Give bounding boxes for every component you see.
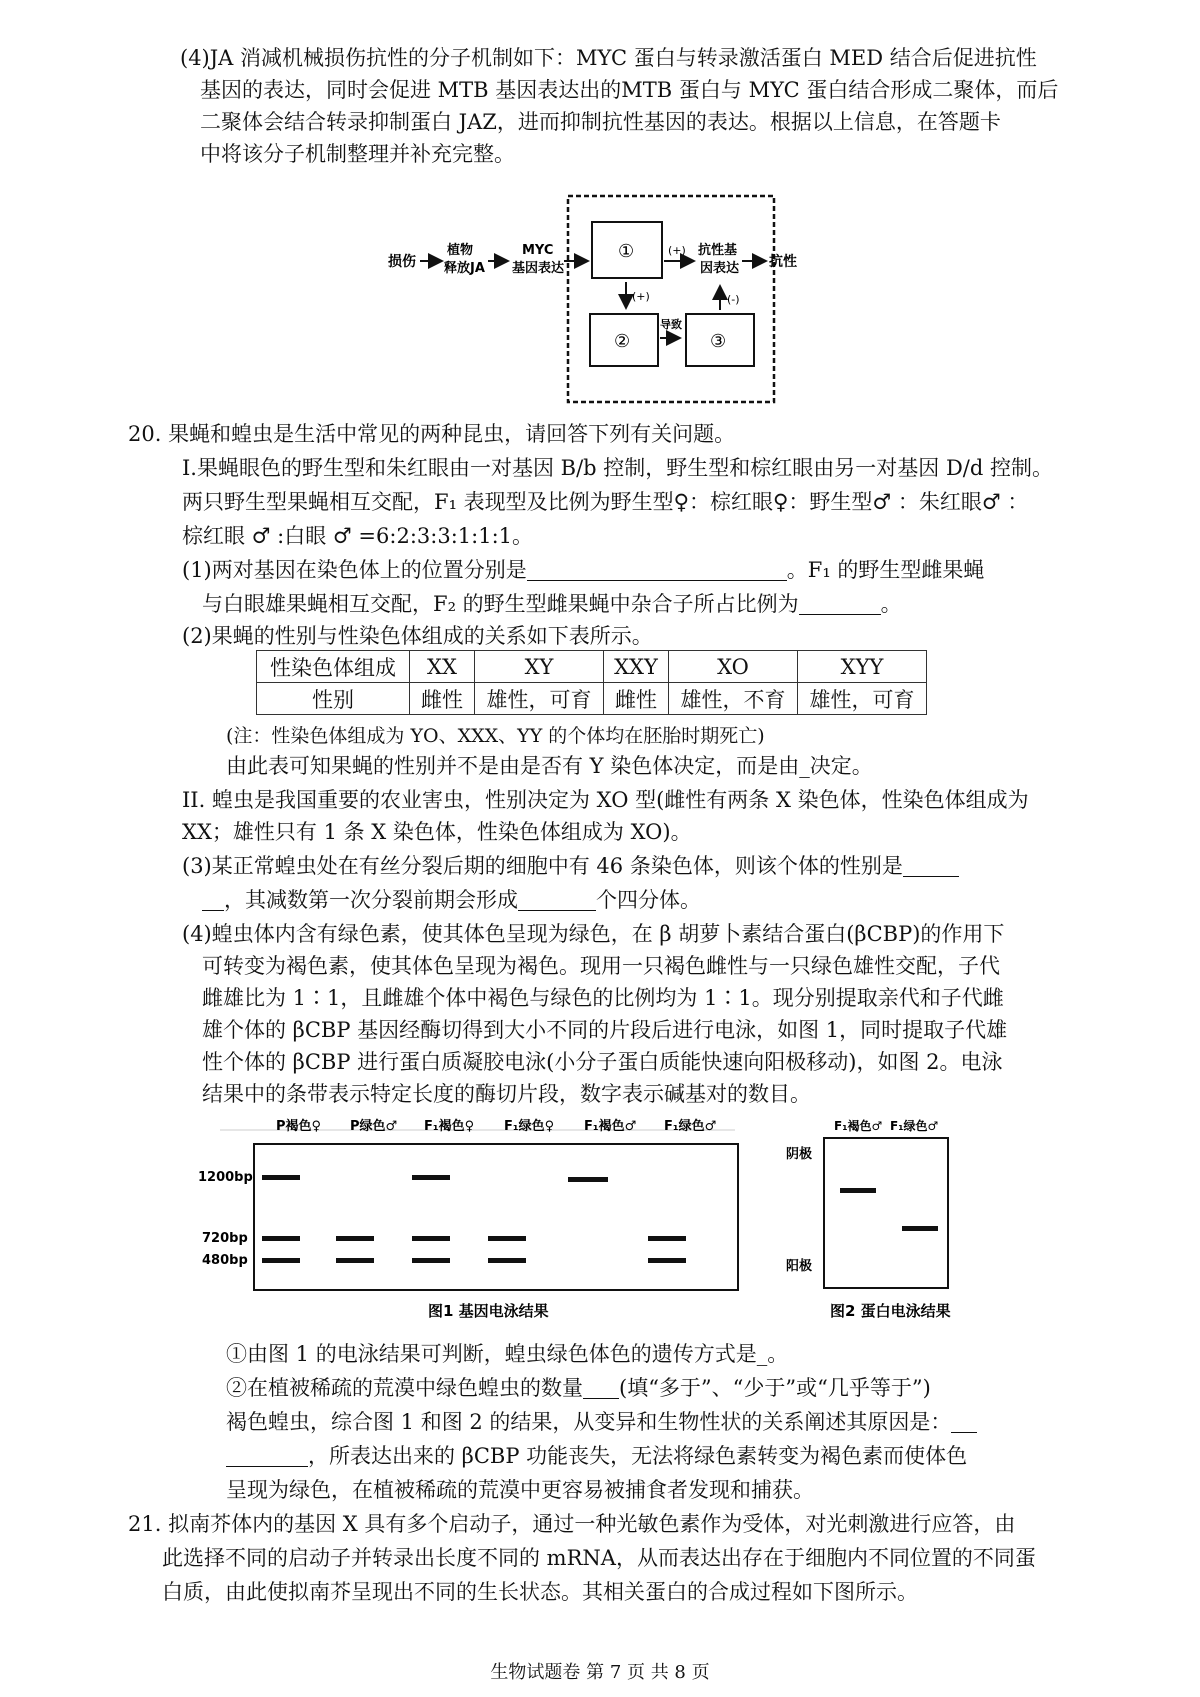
minus-label: (-) xyxy=(727,293,740,306)
q20-1-line-1 xyxy=(182,556,984,584)
table-cell: XX xyxy=(410,651,475,683)
fig1-lane-label: F₁绿色♀ xyxy=(504,1119,555,1134)
table-row xyxy=(257,683,927,715)
plus-label-1: (+) xyxy=(668,244,686,257)
table-cell: 雄性，可育 xyxy=(475,683,604,715)
plant-label-2: 释放JA xyxy=(444,261,485,276)
fig1-lane-label: P褐色♀ xyxy=(276,1119,322,1134)
box-1-label: ① xyxy=(618,241,635,262)
fig2-lane-label: F₁褐色♂ xyxy=(834,1119,883,1133)
fig1-caption: 图1 基因电泳结果 xyxy=(428,1302,549,1320)
band xyxy=(412,1236,450,1241)
table-cell: XO xyxy=(669,651,798,683)
leads-to-label: 导致 xyxy=(660,318,682,331)
box-2-label: ② xyxy=(614,331,631,352)
answer-blank-1[interactable] xyxy=(527,558,787,581)
band xyxy=(336,1236,374,1241)
dashed-frame xyxy=(568,196,774,402)
q20-3-line-1-text: (3)某正常蝗虫处在有丝分裂后期的细胞中有 46 条染色体，则该个体的性别是 xyxy=(182,854,903,878)
q20-4-line-4: 雄个体的 βCBP 基因经酶切得到大小不同的片段后进行电泳，如图 1，同时提取子代雄 xyxy=(202,1018,1008,1042)
fig2-caption: 图2 蛋白电泳结果 xyxy=(830,1302,951,1320)
table-cell: 性染色体组成 xyxy=(257,651,410,683)
table-cell: XY xyxy=(475,651,604,683)
q20-3-line-1 xyxy=(182,852,959,880)
q20-2-line: (2)果蝇的性别与性染色体组成的关系如下表所示。 xyxy=(182,624,653,648)
q20-1-line-1b: 。F₁ 的野生型雌果蝇 xyxy=(786,558,985,582)
table-cell: 雄性，可育 xyxy=(798,683,927,715)
band xyxy=(840,1188,876,1193)
band xyxy=(412,1258,450,1263)
fig1-size-label: 720bp xyxy=(202,1231,248,1246)
resistance-label: 抗性 xyxy=(769,254,797,270)
box-3-label: ③ xyxy=(710,331,727,352)
cathode-label: 阴极 xyxy=(786,1147,813,1162)
q20-1-line-2a: 与白眼雄果蝇相互交配，F₂ 的野生型雌果蝇中杂合子所占比例为 xyxy=(202,592,799,616)
q20-4-2-line-4: 呈现为绿色，在植被稀疏的荒漠中更容易被捕食者发现和捕获。 xyxy=(226,1478,814,1502)
band xyxy=(648,1258,686,1263)
answer-blank-6[interactable] xyxy=(951,1410,977,1433)
band xyxy=(488,1236,526,1241)
fig1-size-label: 1200bp xyxy=(198,1170,253,1185)
answer-blank-3[interactable] xyxy=(903,854,959,877)
fig1-lane-label: P绿色♂ xyxy=(350,1119,398,1134)
q20-part2-line-1: II. 蝗虫是我国重要的农业害虫，性别决定为 XO 型(雌性有两条 X 染色体，性染色体组成为 xyxy=(182,788,1029,812)
q20-4-2-line-2 xyxy=(226,1408,977,1436)
band xyxy=(488,1258,526,1263)
q20-1-line-2b: 。 xyxy=(880,592,902,616)
q19-4-line-3: 二聚体会结合转录抑制蛋白 JAZ，进而抑制抗性基因的表达。根据以上信息，在答题卡 xyxy=(200,110,1001,134)
q20-part1-line-2: 两只野生型果蝇相互交配，F₁ 表现型及比例为野生型♀：棕红眼♀：野生型♂ ：朱红眼♂ ： xyxy=(182,490,1029,514)
table-cell: 雌性 xyxy=(604,683,669,715)
q19-4-line-1: (4)JA 消减机械损伤抗性的分子机制如下：MYC 蛋白与转录激活蛋白 MED 结合后促进抗性 xyxy=(180,46,1037,70)
fig1-lane-label: F₁绿色♂ xyxy=(664,1119,717,1134)
answer-blank-5[interactable] xyxy=(583,1376,619,1399)
fig2-lane-label: F₁绿色♂ xyxy=(890,1119,939,1133)
band xyxy=(568,1177,608,1182)
gene-label-2: 因表达 xyxy=(700,261,740,276)
answer-blank-2[interactable] xyxy=(799,592,881,615)
answer-blank-4[interactable] xyxy=(518,888,596,911)
q20-3-line-2a: ，其减数第一次分裂前期会形成 xyxy=(224,888,518,912)
table-cell: 雌性 xyxy=(410,683,475,715)
q21-line-3: 白质，由此使拟南芥呈现出不同的生长状态。其相关蛋白的合成过程如下图所示。 xyxy=(162,1580,918,1604)
band xyxy=(412,1175,450,1180)
q20-4-line-5: 性个体的 βCBP 进行蛋白质凝胶电泳(小分子蛋白质能快速向阳极移动)，如图 2。电泳 xyxy=(202,1050,1003,1074)
q21-line-2: 此选择不同的启动子并转录出长度不同的 mRNA，从而表达出存在于细胞内不同位置的不同蛋 xyxy=(162,1546,1036,1570)
q20-4-2-line-3-text: ，所表达出来的 βCBP 功能丧失，无法将绿色素转变为褐色素而使体色 xyxy=(308,1444,968,1468)
table-note: (注：性染色体组成为 YO、XXX、YY 的个体均在胚胎时期死亡) xyxy=(226,725,765,747)
q20-stem: 20. 果蝇和蝗虫是生活中常见的两种昆虫，请回答下列有关问题。 xyxy=(128,422,736,446)
q20-4-2-line-1b: (填“多于”、“少于”或“几乎等于”) xyxy=(619,1376,931,1400)
table-cell: XXY xyxy=(604,651,669,683)
mechanism-diagram xyxy=(380,190,800,410)
table-cell: XYY xyxy=(798,651,927,683)
q20-4-1: ①由图 1 的电泳结果可判断，蝗虫绿色体色的遗传方式是_。 xyxy=(226,1342,789,1366)
figure-2-protein-electrophoresis xyxy=(784,1108,964,1328)
myc-label-2: 基因表达 xyxy=(512,261,565,276)
q20-4-2-line-3 xyxy=(226,1442,967,1470)
band xyxy=(262,1258,300,1263)
q20-part1-line-3: 棕红眼 ♂ :白眼 ♂ =6:2:3:3:1:1:1。 xyxy=(182,524,534,548)
anode-label: 阳极 xyxy=(786,1259,813,1274)
figure-1-gene-electrophoresis xyxy=(190,1108,770,1328)
band xyxy=(262,1175,300,1180)
band xyxy=(648,1236,686,1241)
q20-4-2-line-1a: ②在植被稀疏的荒漠中绿色蝗虫的数量 xyxy=(226,1376,583,1400)
q21-line-1: 21. 拟南芥体内的基因 X 具有多个启动子，通过一种光敏色素作为受体，对光刺激进行应答，由 xyxy=(128,1512,1016,1536)
fig1-lane-label: F₁褐色♀ xyxy=(424,1119,475,1134)
table-row xyxy=(257,651,927,683)
answer-blank-6-cont[interactable] xyxy=(226,1444,308,1467)
q20-4-line-3: 雌雄比为 1∶1，且雌雄个体中褐色与绿色的比例均为 1∶1。现分别提取亲代和子代雌 xyxy=(202,986,1004,1010)
myc-label-1: MYC xyxy=(522,243,554,258)
table-cell: 雄性，不育 xyxy=(669,683,798,715)
gene-label-1: 抗性基 xyxy=(698,243,738,258)
band xyxy=(902,1226,938,1231)
plant-label-1: 植物 xyxy=(447,243,474,258)
q20-1-line-1a: (1)两对基因在染色体上的位置分别是 xyxy=(182,558,527,582)
q20-3-line-2 xyxy=(202,886,701,914)
band xyxy=(336,1258,374,1263)
fig2-gel-frame xyxy=(824,1138,948,1288)
q20-1-line-2 xyxy=(202,590,902,618)
q20-4-2-line-2-text: 褐色蝗虫，综合图 1 和图 2 的结果，从变异和生物性状的关系阐述其原因是： xyxy=(226,1410,952,1434)
q20-2-conclusion: 由此表可知果蝇的性别并不是由是否有 Y 染色体决定，而是由_决定。 xyxy=(226,754,873,778)
answer-blank-3-cont[interactable] xyxy=(202,888,224,911)
q20-4-line-2: 可转变为褐色素，使其体色呈现为褐色。现用一只褐色雌性与一只绿色雄性交配，子代 xyxy=(202,954,1000,978)
fig1-size-label: 480bp xyxy=(202,1253,248,1268)
plus-label-2: (+) xyxy=(632,290,650,303)
q20-4-line-1: (4)蝗虫体内含有绿色素，使其体色呈现为绿色，在 β 胡萝卜素结合蛋白(βCBP)的作用下 xyxy=(182,922,1005,946)
q19-4-line-4: 中将该分子机制整理并补充完整。 xyxy=(200,142,515,166)
q20-3-line-2b: 个四分体。 xyxy=(596,888,701,912)
q19-4-line-2: 基因的表达，同时会促进 MTB 基因表达出的MTB 蛋白与 MYC 蛋白结合形成二聚体，而后 xyxy=(200,78,1059,102)
page-footer: 生物试题卷 第 7 页 共 8 页 xyxy=(490,1662,710,1683)
q20-4-2-line-1 xyxy=(226,1374,931,1402)
fig1-gel-frame xyxy=(254,1144,738,1290)
table-cell: 性别 xyxy=(257,683,410,715)
fig1-lane-label: F₁褐色♂ xyxy=(584,1119,637,1134)
q20-part2-line-2: XX；雄性只有 1 条 X 染色体，性染色体组成为 XO)。 xyxy=(182,820,692,844)
band xyxy=(262,1236,300,1241)
q20-part1-line-1: I.果蝇眼色的野生型和朱红眼由一对基因 B/b 控制，野生型和棕红眼由另一对基因 D/d 控制。 xyxy=(182,456,1053,480)
sex-chromosome-table xyxy=(256,650,927,715)
damage-label: 损伤 xyxy=(388,254,416,270)
q20-4-line-6: 结果中的条带表示特定长度的酶切片段，数字表示碱基对的数目。 xyxy=(202,1082,811,1106)
